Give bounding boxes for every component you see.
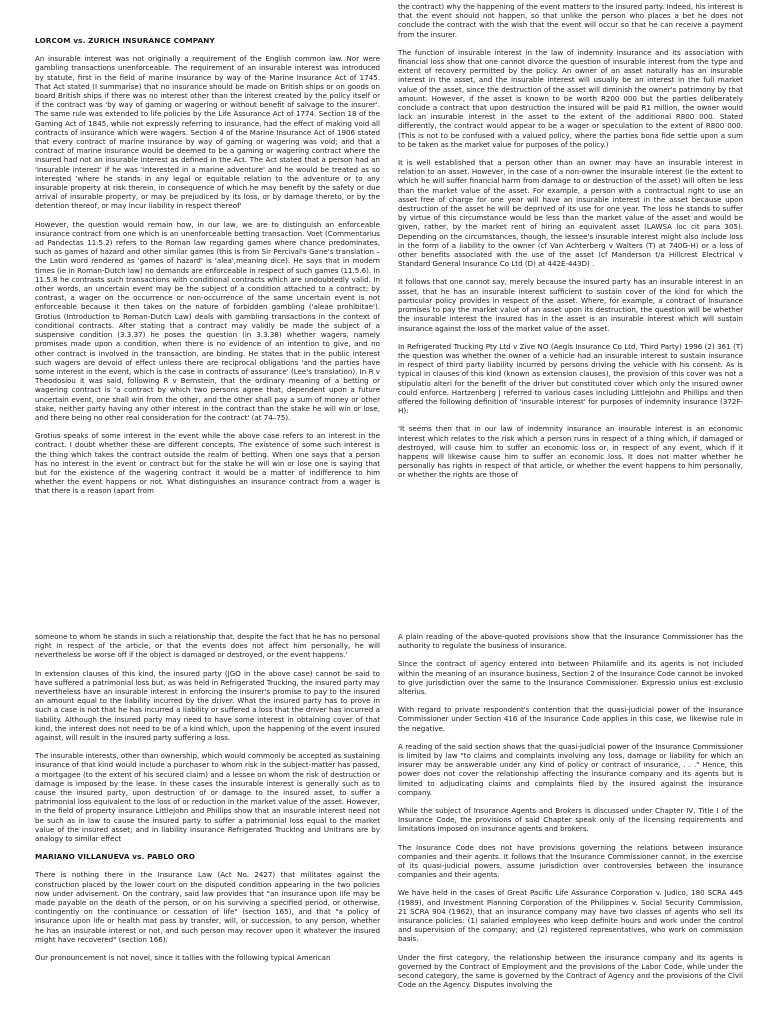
- paragraph: While the subject of Insurance Agents and Brokers is discussed under Chapter IV, Title I of the Insurance Code, the provisions of said Chapter speak only of the licensing requirements and limitations imposed on insurance agents and brokers.: [398, 806, 743, 834]
- page-2: [0, 512, 768, 1024]
- paragraph: In extension clauses of this kind, the insured party (JGO in the above case) cannot be said to have suffered a patrimonial loss but, as was held in Refrigerated Trucking, the insured party may nevertheless have an insurable interest in enforcing the insurer's promise to pay to the insured an amount equal to the liability incurred by the driver. What the insured party has to prove in such a case is not that he has incurred a liability or suffered a loss that the driver has incurred a liability. Although the insured party may need to have some interest in obtaining cover of that kind, the interest does not need to be of a kind which, upon the happening of the event insured against, will result in the insured party suffering a loss.: [35, 668, 380, 743]
- paragraph: Our pronouncement is not novel, since it tallies with the following typical American: [35, 953, 331, 963]
- paragraph: The function of insurable interest in the law of indemnity insurance and its association with financial loss show that one cannot divorce the question of insurable interest from the type and extent of recovery permitted by the policy. An owner of an asset naturally has an insurable interest in the asset, and the insurable interest will usually be an interest in the full market value of the asset, since the destruction of the asset will diminish the owner's patrimony by that amount. However, if the asset is known to be worth R200 000 but the parties deliberately conclude a contract that upon destruction the insured will be paid R1 million, the owner would lack an insurable interest in the asset to the extent of the additional R800 000. Stated differently, the contract would appear to be a wager or speculation to the extent of R800 000. (This is not to be confused with a valued policy, where the parties bona fide settle upon a sum to be taken as the market value for purposes of the policy.): [398, 47, 743, 149]
- paragraph: Grotius speaks of some interest in the event while the above case refers to an interest in the contract. I doubt whether these are different concepts. The existence of some such interest is the thing which takes the contract outside the realm of betting. When one says that a person has no interest in the event or contract but for the stake he will win or lose one is saying that but for the existence of the wagering contract it would be a matter of indifference to him whether the event happens or not. What distinguishes an insurance contract from a wager is that there is a reason (apart from: [35, 431, 380, 496]
- page-1-left-column: [35, 36, 380, 505]
- paragraph: An insurable interest was not originally a requirement of the English common law. Nor were gambling transactions unenforceable. The requirement of an insurable interest was introduced by statute, first in the field of marine insurance by way of the Marine Insurance Act of 1745. That Act stated (I summarise) that no insurance should be made on British ships or on goods on board British ships if there was no interest other than the interest created by the policy itself or if the contract was 'by way of gaming or wagering or without benefit of salvage to the insurer'. The same rule was extended to life policies by the Life Assurance Act of 1774. Section 18 of the Gaming Act of 1845, while not expressly referring to insurance, had the effect of making void all contracts of insurance which were wagers. Section 4 of the Marine Insurance Act of 1906 stated that every contract of marine insurance by way of gaming or wagering was void; and that a contract of marine insurance would be deemed to be a gaming or wagering contract where the insured had not an insurable interest as defined in the Act. The Act stated that a person had an 'insurable interest' if he was 'interested in a marine adventure' and he would be treated as so interested 'where he stands in any legal or equitable relation to the adventure or to any insurable property at risk therein, in consequence of which he may benefit by the safety or due arrival of insurable property, or may be prejudiced by its loss, or by damage thereto, or by the detention thereof, or may incur liability in respect thereof': [35, 54, 380, 211]
- paragraph: With regard to private respondent's contention that the quasi-judicial power of the Insurance Commissioner under Section 416 of the Insurance Code applies in this case, we likewise rule in the negative.: [398, 705, 743, 733]
- paragraph: A plain reading of the above-quoted provisions show that the Insurance Commissioner has the authority to regulate the business of insurance.: [398, 632, 743, 651]
- paragraph: A reading of the said section shows that the quasi-judicial power of the Insurance Commissioner is limited by law "to claims and complaints involving any loss, damage or liability for which an insurer may be answerable under any kind of policy or contract of insurance, . . ." Hence, this power does not cover the relationship affecting the insurance company and its agents but is limited to adjudicating claims and complaints filed by the insured against the insurance company.: [398, 741, 743, 797]
- paragraph: It is well established that a person other than an owner may have an insurable interest in relation to an asset. However, in the case of a non-owner the insurable interest (ie the extent to which he will suffer financial harm from damage to or destruction of the asset) will often be less than the market value of the asset. For example, a person with a contractual right to use an asset free of charge for one year will have an insurable interest in the asset because upon destruction of the asset he will be deprived of its use for one year. The loss he stands to suffer by virtue of this circumstance would be less than the market value of the asset and would be given, rather, by the market rent of hiring an equivalent asset (LAWSA loc cit para 305). Depending on the circumstances, though, the lessee's insurable interest might also include loss in the form of a liability to the owner (cf Van Achterberg v Walters (T) at 740G-H) or a loss of other benefits associated with the use of the asset (cf Manderson t/a Hillcrest Electrical v Standard General Insurance Co Ltd (D) at 442E-443D) .: [398, 158, 743, 269]
- case-heading: MARIANO VILLANUEVA vs. PABLO ORO: [35, 852, 196, 862]
- paragraph: In Refrigerated Trucking Pty Ltd v Zive NO (Aegis Insurance Co Ltd, Third Party) 1996 (2) 361 (T) the question was whether the owner of a vehicle had an insurable interest to sustain insurance in respect of third party liability incurred by persons driving the vehicle with his consent. As is typical in clauses of this kind (known as extension clauses), the provision of this cover was not a stipulatio alteri for the benefit of the driver but constituted cover which only the insured owner could enforce. Hartzenberg J referred to various cases including Littlejohn and Phillips and then offered the following definition of 'insurable interest' for purposes of indemnity insurance (372F-H):: [398, 341, 743, 416]
- paragraph: We have held in the cases of Great Pacific Life Assurance Corporation v. Judico, 180 SCRA 445 (1989), and Investment Planning Corporation of the Philippines v. Social Security Commission, 21 SCRA 904 (1962), that an insurance company may have two classes of agents who sell its insurance policies: (1) salaried employees who keep definite hours and work under the control and supervision of the company; and (2) registered representatives, who work on commission basis.: [398, 888, 743, 944]
- paragraph: It follows that one cannot say, merely because the insured party has an insurable interest in an asset, that he has an insurable interest sufficient to sustain cover of the kind for which the particular policy provides in respect of the asset. Where, for example, a contract of insurance promises to pay the market value of an asset upon its destruction, the question will be whether the insurable interest the insured has in the asset is an insurable interest which will sustain insurance against the loss of the market value of the asset.: [398, 277, 743, 333]
- paragraph: 'It seems then that in our law of indemnity insurance an insurable interest is an economic interest which relates to the risk which a person runs in respect of a thing which, if damaged or destroyed, will cause him to suffer an economic loss or, in respect of any event, which if it happens will likewise cause him to suffer an economic loss. It does not matter whether he personally has rights in respect of that article, or whether the event happens to him personally, or whether the rights are those of: [398, 424, 743, 480]
- paragraph: the contract) why the happening of the event matters to the insured party. Indeed, his interest is that the event should not happen, so that unlike the person who places a bet he does not conclude the contract with the wish that the event will occur so that he can receive a payment from the insurer.: [398, 2, 743, 39]
- page-2-left-column: [35, 632, 380, 971]
- paragraph: someone to whom he stands in such a relationship that, despite the fact that he has no personal right in respect of the article, or that the events does not affect him personally, he will nevertheless be worse off if the object is damaged or destroyed, or the event happens.': [35, 632, 380, 660]
- paragraph: There is nothing there in the Insurance Law (Act No. 2427) that militates against the construction placed by the lower court on the disputed condition appearing in the two policies now under advisement. On the contrary, said law provides that "an insurance upon life may be made payable on the death of the person, or on his surviving a specified period, or otherwise, contingently on the continuance or cessation of life" (section 165), and that "a policy of insurance upon life or health mat pass by transfer, will, or succession, to any person, whether he has an insurable interest or not, and such person may recover upon it whatever the insured might have recovered" (section 166).: [35, 870, 380, 944]
- paragraph: However, the question would remain how, in our law, we are to distinguish an enforceable insurance contract from one which is an unenforceable betting transaction. Voet (Commentarius ad Pandectas 11.5.2) refers to the Roman law regarding games where chance predominates, such as games of hazard and other similar games (this is from Sir Percival's Gane's translation – the Latin word rendered as 'games of hazard' is 'alea',meaning dice). He says that in modern times (ie in Roman-Dutch law) no demands are enforceable in respect of such games (11.5.6). In 11.5.8 he contrasts such transactions with conditional contracts which are undoubtedly valid. In other words, an uncertain event may be the subject of a condition attached to a contract; by contrast, a wager on the occurrence or non-occurrence of the same uncertain event is not enforceable because it then takes on the nature of forbidden gambling ('aleae prohibitae'). Grotius (Introduction to Roman-Dutch Law) deals with gambling transactions in the context of conditional contracts. After stating that a contract may validly be made the subject of a suspensive condition (3.3.37) he poses the question (in 3.3.38) whether wagers, namely promises made upon a condition, when there is no evidence of an intention to give, and no other contract is involved in the transaction, are binding. He states that in the public interest such wagers are devoid of effect unless there are reciprocal obligations 'and the parties have some interest in the event, which is the case in contracts of assurance' (Lee's translation). In R v Theodosiou it was said, following R v Bernstein, that the ordinary meaning of a betting or wagering contract is 'a contract by which two persons agree that, dependent upon a future uncertain event, one shall win from the other, and the other shall pay a sum of money or other stake, neither party having any other interest in the contract than the stake he will win or lose, and there being no other real consideration for the contract' (at 74–75).: [35, 219, 380, 422]
- case-heading: LORCOM vs. ZURICH INSURANCE COMPANY: [35, 36, 215, 45]
- page-1-right-column: [398, 2, 743, 489]
- paragraph: Since the contract of agency entered into between Philamlife and its agents is not included within the meaning of an insurance business, Section 2 of the Insurance Code cannot be invoked to give jurisdiction over the same to the Insurance Commissioner. Expressio unius est exclusio alterius.: [398, 659, 743, 697]
- paragraph: The insurable interests, other than ownership, which would commonly be accepted as sustaining insurance of that kind would include a purchaser to whom risk in the subject-matter has passed, a mortgagee (to the extent of his secured claim) and a lessee on whom the risk of destruction or damage is imposed by the lease. In these cases the insurable interest is generally such as to cause the insured party, upon destruction of or damage to the insured asset, to suffer a patrimonial loss equivalent to the loss of or reduction in the market value of the asset. However, in the field of property insurance Littlejohn and Phillips show that an insurable interest need not be such as in law to cause the insured party to suffer a patrimonial loss equal to the market value of the insured asset; and in liability insurance Refrigerated Trucking and Unitrans are by analogy to similar effect: [35, 751, 380, 844]
- paragraph: Under the first category, the relationship between the insurance company and its agents is governed by the Contract of Employment and the provisions of the Labor Code, while under the second category, the same is governed by the Contract of Agency and the provisions of the Civil Code on the Agency. Disputes involving the: [398, 952, 743, 990]
- paragraph: The Insurance Code does not have provisions governing the relations between insurance companies and their agents. It follows that the Insurance Commissioner cannot, in the exercise of its quasi-judicial powers, assume jurisdiction over controversies between the insurance companies and their agents.: [398, 842, 743, 880]
- page-2-right-column: [398, 632, 743, 999]
